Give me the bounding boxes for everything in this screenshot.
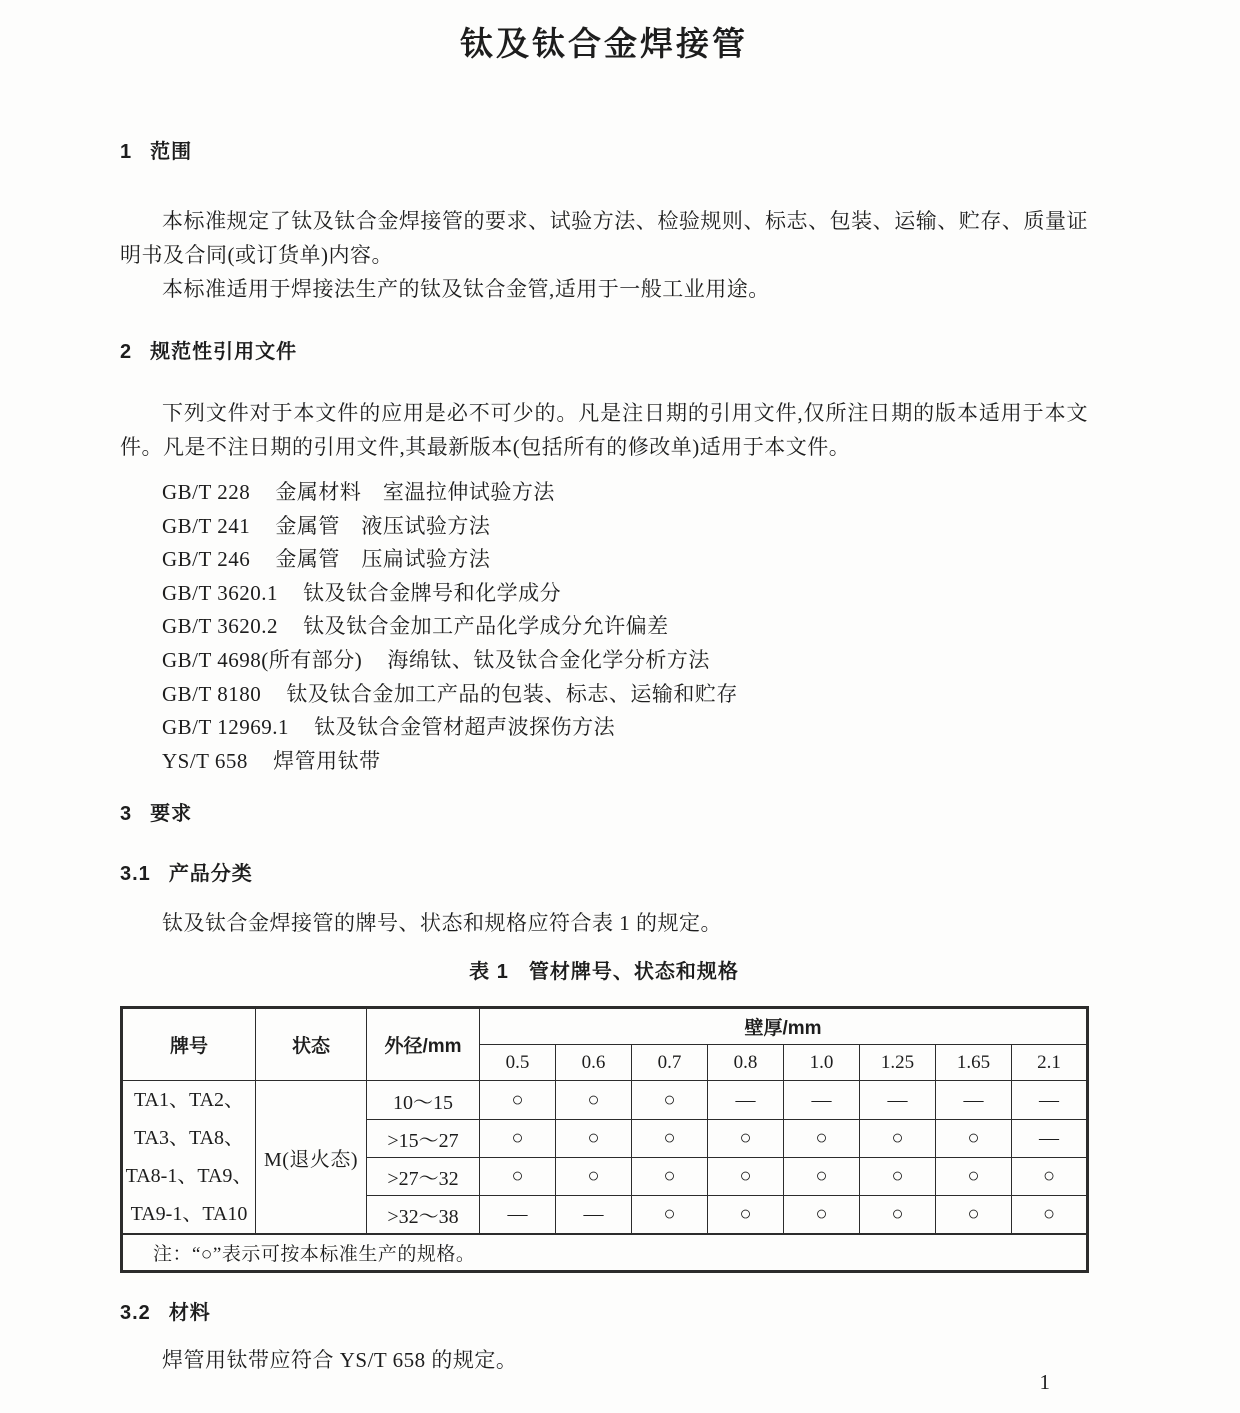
thickness-col-header: 0.6 [556,1045,632,1081]
mark-cell: ○ [480,1119,556,1157]
requirements-heading-text: 要求 [150,803,193,826]
thickness-col-header: 0.5 [480,1045,556,1081]
classification-heading-text: 产品分类 [168,863,253,886]
mark-cell: ○ [936,1196,1012,1234]
mark-cell: ○ [1012,1196,1088,1234]
mark-cell: — [556,1196,632,1234]
state-cell: M(退火态) [256,1081,367,1235]
table-caption-title: 管材牌号、状态和规格 [528,961,739,984]
classification-paragraph: 钛及钛合金焊接管的牌号、状态和规格应符合表 1 的规定。 [162,911,722,936]
reference-code: GB/T 3620.2 [162,614,278,639]
scope-heading-text: 范围 [150,141,193,163]
requirements-heading-number: 3 [120,803,133,826]
mark-cell: — [480,1196,556,1234]
mark-cell: ○ [784,1196,860,1234]
grade-line: TA1、TA2、 [133,1089,245,1112]
reference-item [120,476,1088,510]
reference-code: GB/T 12969.1 [162,715,289,740]
reference-item [120,711,1088,745]
table-note: 注：“○”表示可按本标准生产的规格。 [122,1234,1088,1271]
reference-title: 钛及钛合金牌号和化学成分 [303,580,562,605]
reference-code: GB/T 241 [162,513,251,538]
grade-line: TA3、TA8、 [133,1127,245,1150]
od-cell: >15～27 [367,1119,480,1157]
thickness-col-header: 0.7 [632,1045,708,1081]
mark-cell: ○ [860,1196,936,1234]
scope-paragraph-2: 本标准适用于焊接法生产的钛及钛合金管,适用于一般工业用途。 [162,277,770,301]
reference-title: 金属管 液压试验方法 [275,513,491,538]
mark-cell: ○ [860,1119,936,1157]
reference-code: GB/T 228 [162,480,251,504]
state-header: 状态 [256,1008,367,1081]
mark-cell: ○ [632,1081,708,1119]
wall-thickness-header: 壁厚/mm [480,1008,1088,1045]
od-cell: 10～15 [367,1081,480,1119]
reference-title: 钛及钛合金加工产品的包装、标志、运输和贮存 [286,681,738,706]
mark-cell: ○ [480,1081,556,1119]
reference-item [120,543,1088,577]
material-heading-number: 3.2 [120,1301,151,1324]
requirements-heading [120,800,1088,828]
mark-cell: — [708,1081,784,1119]
mark-cell: ○ [632,1196,708,1234]
material-heading [120,1299,1088,1327]
thickness-col-header: 0.8 [708,1045,784,1081]
grade-line: TA9-1、TA10 [130,1203,248,1226]
spec-table [120,1006,1089,1273]
material-paragraph: 焊管用钛带应符合 YS/T 658 的规定。 [162,1347,518,1372]
outer-diameter-header: 外径/mm [367,1008,480,1081]
reference-code: GB/T 4698(所有部分) [162,647,363,672]
mark-cell: ○ [556,1081,632,1119]
scope-heading-number: 1 [120,141,133,163]
document-title: 钛及钛合金焊接管 [460,25,748,62]
material-heading-text: 材料 [168,1301,211,1324]
references-heading-number: 2 [120,341,133,363]
scope-paragraph-1: 本标准规定了钛及钛合金焊接管的要求、试验方法、检验规则、标志、包装、运输、贮存、质量证明书及合同(或订货单)内容。 [120,209,1088,267]
thickness-col-header: 1.0 [784,1045,860,1081]
mark-cell: ○ [708,1119,784,1157]
thickness-col-header: 2.1 [1012,1045,1088,1081]
od-cell: >32～38 [367,1196,480,1234]
od-cell: >27～32 [367,1158,480,1196]
mark-cell: ○ [936,1119,1012,1157]
mark-cell: ○ [556,1158,632,1196]
reference-item [120,644,1088,678]
mark-cell: — [1012,1119,1088,1157]
mark-cell: ○ [708,1158,784,1196]
mark-cell: ○ [1012,1158,1088,1196]
mark-cell: — [1012,1081,1088,1119]
grade-line: TA8-1、TA9、 [125,1165,253,1188]
mark-cell: ○ [860,1158,936,1196]
classification-heading [120,860,1088,888]
reference-item [120,745,1088,779]
mark-cell: ○ [480,1158,556,1196]
thickness-col-header: 1.65 [936,1045,1012,1081]
mark-cell: ○ [784,1158,860,1196]
thickness-col-header: 1.25 [860,1045,936,1081]
mark-cell: ○ [632,1158,708,1196]
mark-cell: ○ [708,1196,784,1234]
reference-code: GB/T 8180 [162,681,262,706]
reference-item [120,610,1088,644]
reference-code: GB/T 246 [162,547,251,572]
reference-code: GB/T 3620.1 [162,580,278,605]
page-number: 1 [1039,1370,1050,1394]
reference-title: 钛及钛合金管材超声波探伤方法 [314,715,616,740]
reference-title: 海绵钛、钛及钛合金化学分析方法 [387,647,710,672]
grade-header: 牌号 [122,1008,256,1081]
reference-item [120,510,1088,544]
references-intro: 下列文件对于本文件的应用是必不可少的。凡是注日期的引用文件,仅所注日期的版本适用于本文件。凡是不注日期的引用文件,其最新版本(包括所有的修改单)适用于本文件。 [120,401,1088,459]
reference-title: 焊管用钛带 [273,748,381,773]
reference-title: 金属管 压扁试验方法 [275,547,491,572]
mark-cell: — [860,1081,936,1119]
reference-code: YS/T 658 [162,748,248,773]
grade-cell [122,1081,256,1235]
reference-item [120,678,1088,712]
table-caption-label: 表 1 [469,961,509,984]
reference-title: 金属材料 室温拉伸试验方法 [275,480,555,504]
mark-cell: ○ [784,1119,860,1157]
mark-cell: ○ [556,1119,632,1157]
references-heading [120,338,1088,366]
classification-heading-number: 3.1 [120,863,151,886]
reference-title: 钛及钛合金加工产品化学成分允许偏差 [303,614,669,639]
mark-cell: — [784,1081,860,1119]
reference-item [120,577,1088,611]
references-heading-text: 规范性引用文件 [150,341,298,363]
mark-cell: ○ [936,1158,1012,1196]
references-list [120,476,1088,778]
mark-cell: ○ [632,1119,708,1157]
table-caption [120,958,1088,986]
mark-cell: — [936,1081,1012,1119]
scope-heading [120,138,1088,166]
